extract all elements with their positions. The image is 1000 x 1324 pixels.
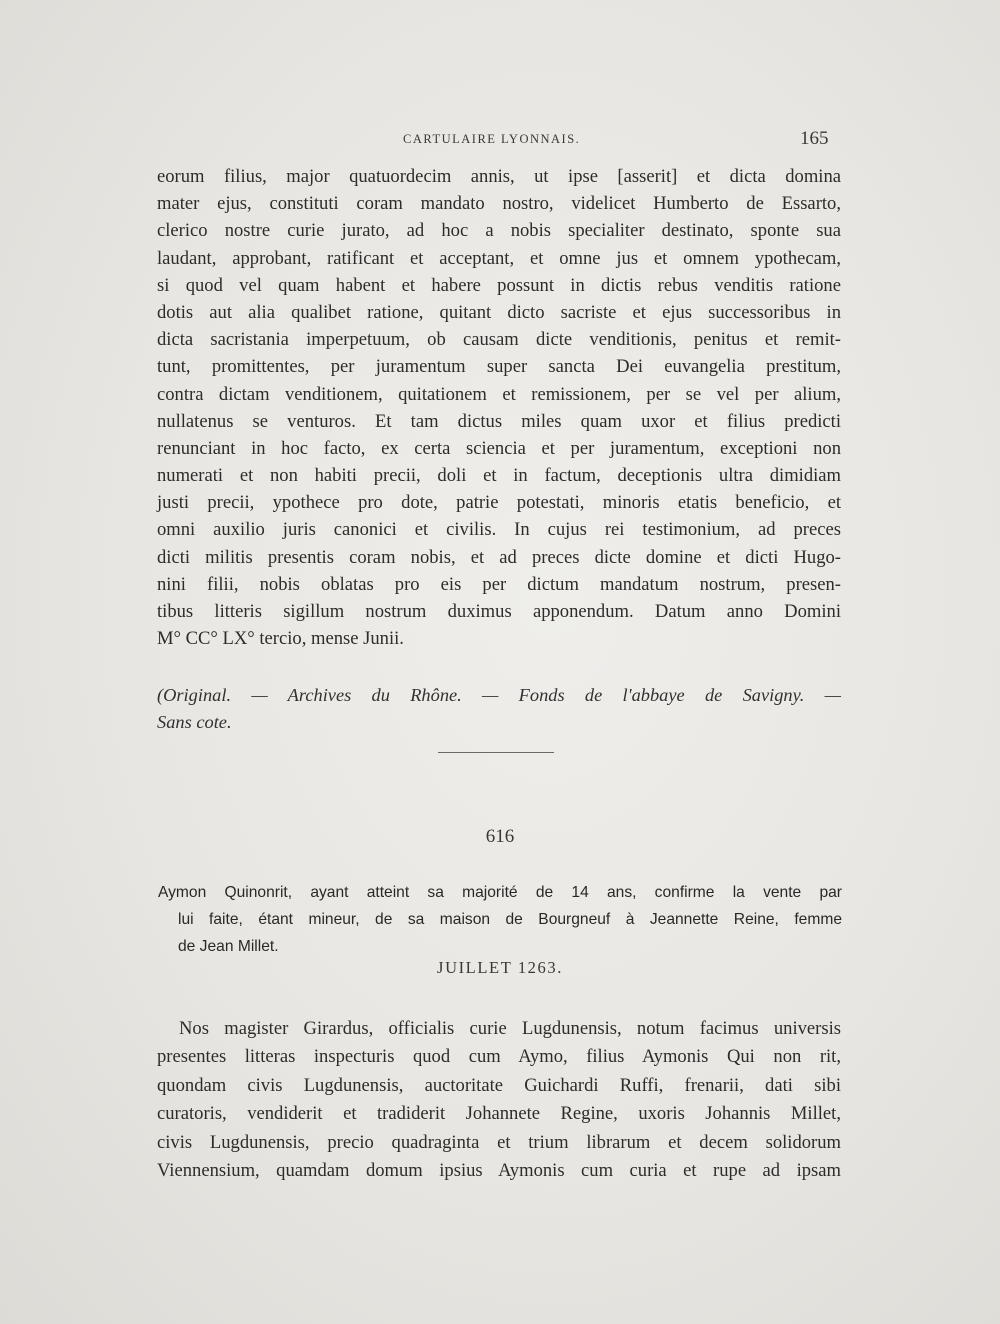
text-line: si quod vel quam habent et habere possunt in dictis rebus venditis ratione	[157, 274, 841, 296]
text-line: clerico nostre curie jurato, ad hoc a nobis specialiter destinato, sponte sua	[157, 220, 841, 242]
text-line: quondam civis Lugdunensis, auctoritate Guichardi Ruffi, frenarii, dati sibi	[157, 1074, 841, 1096]
text-line: laudant, approbant, ratificant et acceptant, et omne jus et omnem ypothecam,	[157, 247, 841, 269]
text-line: justi precii, ypothece pro dote, patrie potestati, minoris etatis beneficio, et	[157, 492, 841, 514]
text-line: dicta sacristania imperpetuum, ob causam dicte venditionis, penitus et remit-	[157, 329, 841, 351]
text-line: eorum filius, major quatuordecim annis, ut ipse [asserit] et dicta domina	[157, 166, 841, 187]
text-line: tibus litteris sigillum nostrum duximus apponendum. Datum anno Domini	[157, 601, 841, 622]
text-line: nini filii, nobis oblatas pro eis per dictum mandatum nostrum, presen-	[157, 573, 841, 595]
summary-line: de Jean Millet.	[178, 938, 279, 955]
running-head	[0, 130, 1000, 150]
text-line: mater ejus, constituti coram mandato nostro, videlicet Humberto de Essarto,	[157, 193, 841, 215]
text-line: tunt, promittentes, per juramentum super sancta Dei euvangelia prestitum,	[157, 356, 841, 378]
act-date: JUILLET 1263.	[437, 958, 563, 977]
text-line: omni auxilio juris canonici et civilis. In cujus rei testimonium, ad preces	[157, 519, 841, 541]
act-summary	[158, 879, 842, 960]
text-line: M° CC° LX° tercio, mense Junii.	[157, 628, 404, 650]
text-line: Viennensium, quamdam domum ipsius Aymonis cum curia et rupe ad ipsam	[157, 1159, 841, 1181]
summary-line: lui faite, étant mineur, de sa maison de Bourgneuf à Jeannette Reine, femme	[178, 911, 842, 928]
text-line: renunciant in hoc facto, ex certa sciencia et per juramentum, exceptioni non	[157, 437, 841, 459]
summary-line: Aymon Quinonrit, ayant atteint sa majorité de 14 ans, confirme la vente par	[158, 884, 842, 901]
page-number: 165	[800, 128, 829, 149]
text-line: presentes litteras inspecturis quod cum Aymo, filius Aymonis Qui non rit,	[157, 1046, 841, 1068]
source-line: (Original. — Archives du Rhône. — Fonds de l'abbaye de Savigny. —	[157, 685, 841, 705]
text-line: contra dictam venditionem, quitationem et remissionem, per se vel per alium,	[157, 383, 841, 405]
act-number: 616	[485, 826, 515, 847]
text-line: dotis aut alia qualibet ratione, quitant dicto sacriste et ejus successoribus in	[157, 301, 841, 323]
act-charter-text	[157, 1015, 841, 1185]
text-line: dicti militis presentis coram nobis, et ad preces dicte domine et dicti Hugo-	[157, 546, 841, 568]
running-title: CARTULAIRE LYONNAIS.	[403, 132, 581, 146]
text-line: curatoris, vendiderit et tradiderit Johannete Regine, uxoris Johannis Millet,	[157, 1103, 841, 1125]
continued-charter-text	[157, 163, 841, 652]
text-line: civis Lugdunensis, precio quadraginta et trium librarum et decem solidorum	[157, 1131, 841, 1153]
text-line: Nos magister Girardus, officialis curie Lugdunensis, notum facimus universis	[179, 1018, 841, 1039]
section-divider	[438, 752, 554, 753]
source-line: Sans cote.	[157, 712, 232, 732]
text-line: numerati et non habiti precii, doli et in factum, deceptionis ultra dimidiam	[157, 465, 841, 487]
text-line: nullatenus se venturos. Et tam dictus miles quam uxor et filius predicti	[157, 410, 841, 432]
source-note	[157, 682, 841, 736]
